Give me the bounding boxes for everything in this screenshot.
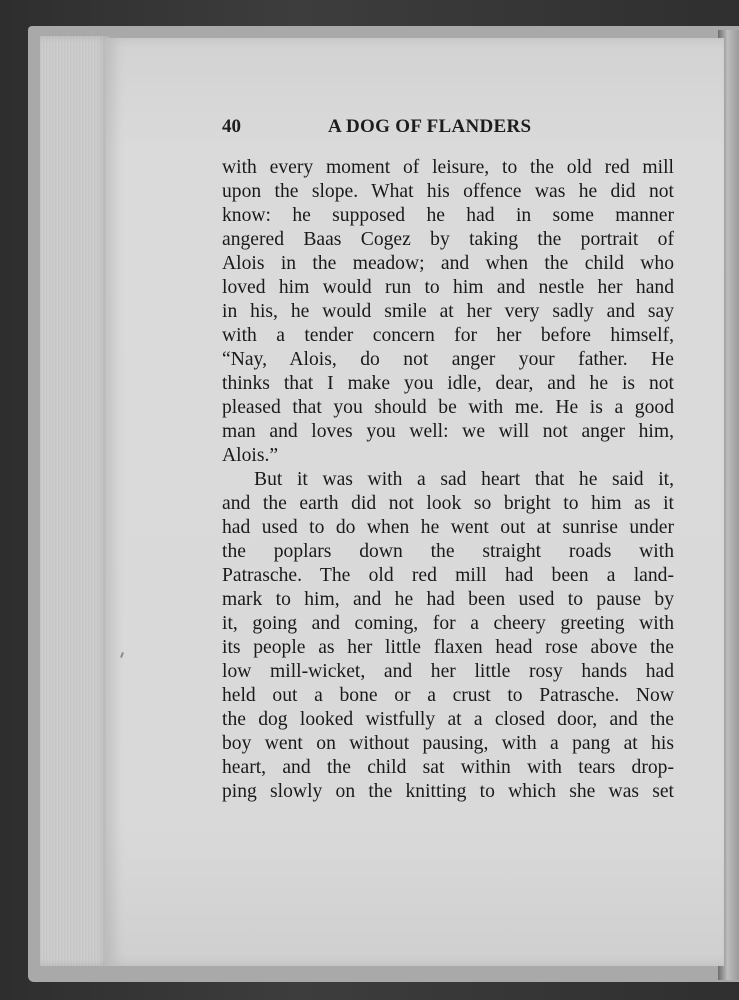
text-line: loved him would run to him and nestle her hand bbox=[222, 277, 674, 298]
text-line: the dog looked wistfully at a closed door, and the bbox=[222, 709, 674, 730]
text-line: Alois.” bbox=[222, 445, 279, 466]
text-line: held out a bone or a crust to Patrasche. Now bbox=[222, 685, 674, 706]
text-line: But it was with a sad heart that he said it, bbox=[254, 469, 674, 490]
text-line: had used to do when he went out at sunrise under bbox=[222, 517, 674, 538]
text-line: “Nay, Alois, do not anger your father. He bbox=[222, 349, 674, 370]
text-line: its people as her little flaxen head rose above the bbox=[222, 637, 674, 658]
page-edges bbox=[40, 36, 110, 966]
running-head bbox=[222, 116, 674, 142]
text-line: upon the slope. What his offence was he did not bbox=[222, 181, 674, 202]
text-line: angered Baas Cogez by taking the portrait of bbox=[222, 229, 674, 250]
text-line: heart, and the child sat within with tears drop- bbox=[222, 757, 674, 778]
text-line: Alois in the meadow; and when the child who bbox=[222, 253, 674, 274]
text-line: and the earth did not look so bright to him as it bbox=[222, 493, 674, 514]
text-line: with a tender concern for her before himself, bbox=[222, 325, 674, 346]
text-line: with every moment of leisure, to the old red mill bbox=[222, 157, 674, 178]
page-number: 40 bbox=[222, 116, 241, 137]
text-line: pleased that you should be with me. He is a good bbox=[222, 397, 674, 418]
text-line: boy went on without pausing, with a pang at his bbox=[222, 733, 674, 754]
text-line: know: he supposed he had in some manner bbox=[222, 205, 674, 226]
text-line: thinks that I make you idle, dear, and he is not bbox=[222, 373, 674, 394]
text-line: the poplars down the straight roads with bbox=[222, 541, 674, 562]
running-title: A DOG OF FLANDERS bbox=[328, 116, 532, 137]
text-line: low mill-wicket, and her little rosy hands had bbox=[222, 661, 674, 682]
text-line: man and loves you well: we will not anger him, bbox=[222, 421, 674, 442]
text-line: it, going and coming, for a cheery greeting with bbox=[222, 613, 674, 634]
text-line: mark to him, and he had been used to pause by bbox=[222, 589, 674, 610]
body-text bbox=[222, 156, 674, 804]
text-line: Patrasche. The old red mill had been a land- bbox=[222, 565, 674, 586]
text-line: in his, he would smile at her very sadly and say bbox=[222, 301, 674, 322]
text-line: ping slowly on the knitting to which she was set bbox=[222, 781, 674, 802]
